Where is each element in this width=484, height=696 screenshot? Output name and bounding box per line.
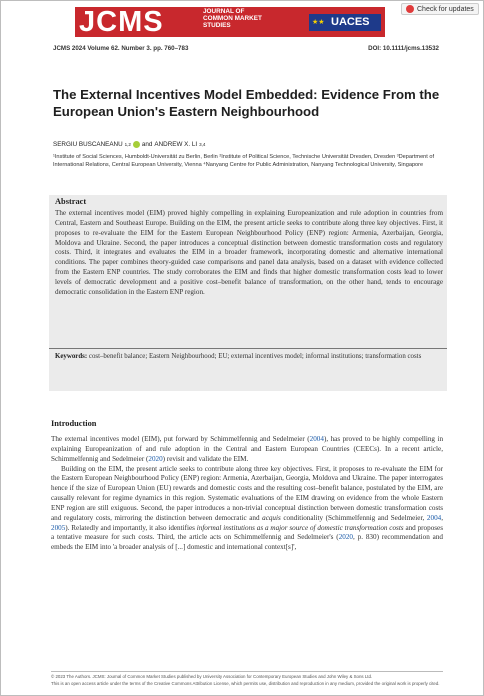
eu-stars-icon: ★★ bbox=[312, 18, 325, 26]
text-run: Building on the EIM, the present article seeks to contribute along three key objectives. First, it proposes to re-evaluate the EIM for the Eastern European Neighbourhood Policy (ENP) region: Armenia, Azerbaijan, Georgia, Moldova and Ukraine. The paper interrogates hence if the size of European Union (EU) rewards and domestic costs and the resulting cost–benefit balance, postulated by the EIM, are causally relevant for regime dynamics in this region. Systematic evaluations of the EIM drawing on evidence from the whole Eastern ENP region are still exiguous. Second, the paper introduces a non-trivial conceptual distinction between domestic transformation costs and regulatory costs, mirroring the distinction between democratic and bbox=[51, 464, 443, 522]
divider bbox=[49, 348, 447, 349]
italic-text: acquis bbox=[262, 513, 281, 522]
citation-link[interactable]: 2020 bbox=[148, 454, 163, 463]
citation-link[interactable]: 2020 bbox=[338, 533, 353, 542]
author-affiliation-ref: 3,4 bbox=[199, 142, 206, 147]
keywords-text: cost–benefit balance; Eastern Neighbourhood; EU; external incentives model; informal institutions; transformation costs bbox=[88, 353, 422, 360]
doi-link[interactable]: DOI: 10.1111/jcms.13532 bbox=[368, 45, 439, 52]
author-affiliation-ref: 1,2 bbox=[124, 142, 131, 147]
keywords-label: Keywords: bbox=[55, 353, 88, 360]
text-run: ). Relatedly and importantly, it also identifies bbox=[65, 523, 197, 532]
text-run: ), has proved to be highly compelling in explaining Europeanization of and rule adoption in the Central and Eastern European Countries (CEECs). In a recent article, Schimmelfennig and Sedelmeier ( bbox=[51, 435, 444, 463]
text-run: and proposes a tentative measure for such costs. Third, the article acts on Schimmelfennig and Sedelmeier's ( bbox=[51, 523, 443, 542]
citation-link[interactable]: 2004 bbox=[309, 435, 324, 443]
paper-title: The External Incentives Model Embedded: Evidence From the European Union's Eastern Neighbourhood bbox=[53, 87, 440, 119]
citation-link[interactable]: 2005 bbox=[51, 523, 66, 532]
abstract-heading: Abstract bbox=[55, 197, 87, 206]
copyright-line: © 2023 The Authors. JCMS: Journal of Common Market Studies published by University Association for Contemporary European Studies and John Wiley & Sons Ltd. bbox=[51, 674, 373, 679]
paragraph bbox=[51, 465, 443, 554]
license-line: This is an open access article under the terms of the Creative Commons Attribution License, which permits use, distribution and reproduction in any medium, provided the original work is properly cited. bbox=[51, 680, 440, 686]
check-for-updates-button[interactable] bbox=[401, 3, 479, 15]
affiliations: ¹Institute of Social Sciences, Humboldt-Universität zu Berlin, Berlin ²Institute of Political Science, Technische Universität Dresden, Dresden ³Department of International Relations, Central European University, Vienna ⁴Nanyang Centre for Public Administration, Nanyang Technological University, Singapore bbox=[53, 154, 435, 169]
journal-name: JOURNAL OF COMMON MARKET STUDIES bbox=[203, 8, 262, 29]
uaces-label: UACES bbox=[331, 16, 370, 28]
text-run: , p. 830) recommendation and embeds the EIM into 'a broader analysis of [...] domestic and international context[s]', bbox=[51, 533, 443, 552]
abstract-text: The external incentives model (EIM) proved highly compelling in explaining Europeanization and rule adoption in countries from Central, Eastern and Southeast Europe. Building on the EIM, the present article seeks to contribute along three key objectives. First, it proposes to re-evaluate the EIM for the Eastern European Neighbourhood Policy (ENP) region: Armenia, Azerbaijan, Georgia, Moldova and Ukraine. Second, the paper introduces a conceptual distinction between domestic transformation costs and regulatory costs. Third, it integrates and evaluates the EIM in a broader framework, incorporating domestic and alternative international conditions. The paper combines theory-guided case comparisons and panel data analysis, based on a dataset with evidence collected from the Eastern ENP countries. The study corroborates the EIM and finds that higher domestic transformation costs lead to lower levels of democratic development and a positive cost–benefit balance of transformation, on the other hand, tends to encourage democratic consolidation in the Eastern ENP region. bbox=[55, 209, 443, 296]
refresh-icon bbox=[406, 5, 414, 13]
citation-line: JCMS 2024 Volume 62. Number 3. pp. 760–783 bbox=[53, 45, 189, 52]
uaces-logo bbox=[309, 14, 381, 31]
paragraph bbox=[51, 435, 443, 465]
text-run: The external incentives model (EIM), put forward by Schimmelfennig and Sedelmeier ( bbox=[51, 435, 310, 443]
section-heading: Introduction bbox=[51, 419, 97, 428]
text-run: , bbox=[441, 513, 443, 522]
italic-text: informal institutions as a major source of domestic transformation costs bbox=[196, 523, 404, 532]
footer-notes bbox=[51, 671, 443, 687]
abstract-box bbox=[49, 195, 447, 391]
author-name[interactable]: ANDREW X. LI bbox=[154, 141, 198, 148]
author-line bbox=[53, 141, 205, 148]
text-run: conditionality (Schimmelfennig and Sedelmeier, bbox=[280, 513, 427, 522]
author-conjunction: and bbox=[141, 141, 153, 148]
author-name[interactable]: SERGIU BUSCANEANU bbox=[53, 141, 123, 148]
check-for-updates-label: Check for updates bbox=[417, 5, 474, 13]
text-run: ) revisit and validate the EIM. bbox=[162, 454, 249, 463]
orcid-icon[interactable] bbox=[133, 141, 140, 148]
keywords bbox=[55, 352, 443, 362]
citation-link[interactable]: 2004 bbox=[426, 513, 442, 522]
journal-logo: JCMS bbox=[79, 6, 164, 38]
journal-banner bbox=[75, 7, 385, 37]
body-text bbox=[51, 435, 443, 553]
